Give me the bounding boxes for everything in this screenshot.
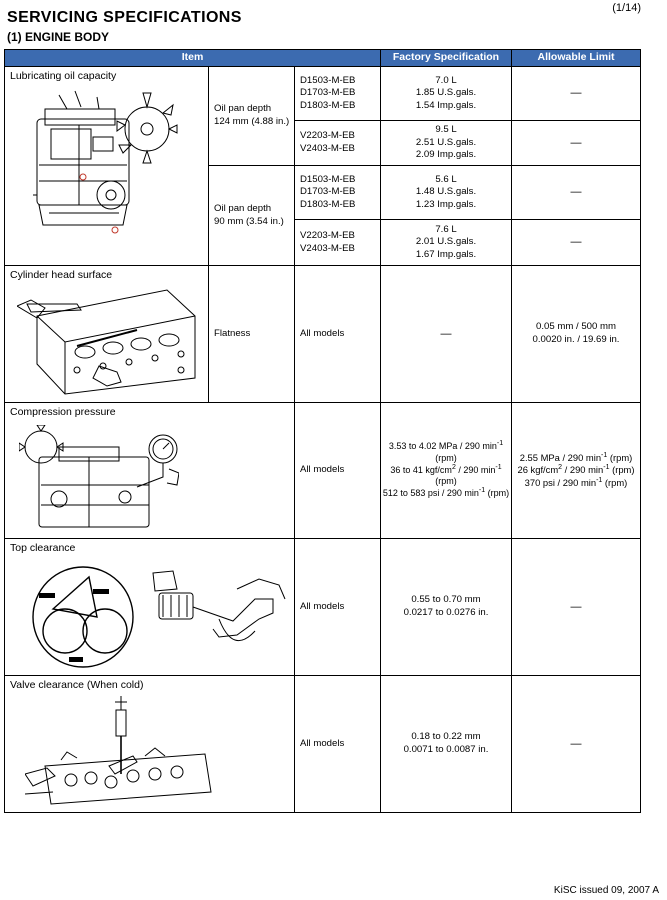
engine-illustration (19, 85, 179, 245)
oil-depth-90-line1: Oil pan depth (214, 202, 272, 214)
allowable-value: 26 kgf/$cm^2 / 290$ $\min^{-1} (rpm)$ (517, 464, 635, 476)
header-factory: Factory Specification (381, 50, 512, 67)
top-clearance-factory-spec (381, 539, 512, 676)
spec-value: 1.54 Imp.gals. (415, 99, 477, 111)
header-item: Item (5, 50, 381, 67)
table-row (5, 403, 641, 539)
top-clearance-models: All models (295, 539, 381, 676)
lub-row4-limit: — (512, 220, 641, 266)
valve-item-cell (5, 676, 295, 813)
oil-depth-90-line2: 90 mm (3.54 in.) (214, 215, 284, 227)
model-name: D1803-M-EB (300, 198, 356, 210)
spec-value: 1.48 U.S.gals. (415, 186, 477, 198)
allowable-value: 0.05 mm / 500 mm (536, 321, 616, 333)
spec-value: 512 to 583 psi / 290 $\min^{-1} (rpm)$ (382, 487, 510, 499)
spec-value: 0.18 to 0.22 mm (411, 731, 481, 743)
lub-row1-spec (381, 67, 512, 121)
spec-value: 1.85 U.S.gals. (415, 87, 477, 99)
cylinder-label: Cylinder head surface (10, 269, 113, 281)
valve-label: Valve clearance (When cold) (10, 679, 144, 691)
footer-issue: KiSC issued 09, 2007 A (553, 885, 659, 896)
lub-row3-models (295, 166, 381, 220)
allowable-value: 370 psi / 290 $\min^{-1} (rpm)$ (524, 476, 628, 488)
table-row (5, 676, 641, 813)
spec-value: 9.5 L (435, 124, 457, 136)
table-row (5, 539, 641, 676)
valve-allowable: — (512, 676, 641, 813)
spec-value: 36 to 41 kgf/$cm^2 / 290$ $\min^{-1} (rpm)$ (390, 463, 502, 487)
lubricating-label: Lubricating oil capacity (10, 70, 117, 82)
spec-value: 5.6 L (435, 173, 457, 185)
oil-depth-124-line2: 124 mm (4.88 in.) (214, 116, 290, 127)
lub-row3-limit: — (512, 166, 641, 220)
lub-row4-spec (381, 220, 512, 266)
oil-depth-90-cell (209, 166, 295, 266)
top-clearance-illustration (23, 559, 289, 671)
cylinder-allowable (512, 266, 641, 403)
section-title: (1) ENGINE BODY (7, 30, 110, 44)
spec-value: 1.67 Imp.gals. (415, 248, 477, 260)
spec-value: 7.6 L (435, 223, 457, 235)
valve-models: All models (295, 676, 381, 813)
spec-value: 2.09 Imp.gals. (415, 149, 477, 161)
model-name: D1703-M-EB (300, 186, 356, 198)
cylinder-models: All models (295, 266, 381, 403)
spec-table (4, 49, 641, 813)
model-name: D1503-M-EB (300, 173, 356, 185)
valve-factory-spec (381, 676, 512, 813)
lubricating-item-cell (5, 67, 209, 266)
spec-value: 0.0217 to 0.0276 in. (403, 607, 489, 618)
oil-depth-124-line1: Oil pan depth (214, 103, 272, 115)
model-name: D1803-M-EB (300, 99, 356, 111)
spec-value: 7.0 L (435, 74, 457, 86)
lub-row4-models (295, 220, 381, 266)
page-title: SERVICING SPECIFICATIONS (7, 9, 242, 26)
lub-row1-models (295, 67, 381, 121)
spec-value: 3.53 to 4.02 MPa / 290 $\min^{-1} (rpm)$ (388, 439, 504, 463)
allowable-value: 0.0020 in. / 19.69 in. (532, 334, 620, 345)
model-name: D1503-M-EB (300, 74, 356, 86)
table-row (5, 67, 641, 121)
lub-row2-spec (381, 121, 512, 166)
compression-item-cell (5, 403, 295, 539)
spec-value: 2.51 U.S.gals. (415, 136, 477, 148)
cylinder-factory-spec: — (381, 266, 512, 403)
compression-label: Compression pressure (10, 406, 116, 418)
lub-row2-models (295, 121, 381, 166)
table-header-row (5, 50, 641, 67)
top-clearance-label: Top clearance (10, 542, 76, 554)
compression-factory-spec (381, 403, 512, 539)
spec-value: 0.0071 to 0.0087 in. (403, 744, 489, 755)
model-name: V2403-M-EB (300, 242, 355, 254)
top-clearance-item-cell (5, 539, 295, 676)
compression-gauge-illustration (19, 425, 179, 535)
spec-value: 0.55 to 0.70 mm (411, 594, 481, 606)
top-clearance-allowable: — (512, 539, 641, 676)
page-number: (1/14) (612, 2, 641, 14)
lub-row1-limit: — (512, 67, 641, 121)
model-name: V2403-M-EB (300, 143, 355, 154)
oil-depth-124-cell (209, 67, 295, 166)
model-name: V2203-M-EB (300, 229, 355, 241)
valve-clearance-illustration (25, 696, 215, 808)
cylinder-head-illustration (17, 286, 197, 396)
model-name: V2203-M-EB (300, 130, 355, 142)
lub-row3-spec (381, 166, 512, 220)
table-row (5, 266, 641, 403)
compression-models: All models (295, 403, 381, 539)
lub-row2-limit: — (512, 121, 641, 166)
cylinder-item-cell (5, 266, 209, 403)
compression-allowable (512, 403, 641, 539)
model-name: D1703-M-EB (300, 87, 356, 99)
allowable-value: 2.55 MPa / 290 $\min^{-1} (rpm)$ (519, 451, 633, 463)
spec-value: 2.01 U.S.gals. (415, 236, 477, 248)
spec-value: 1.23 Imp.gals. (415, 198, 477, 210)
header-allowable: Allowable Limit (512, 50, 641, 67)
flatness-cell: Flatness (209, 266, 295, 403)
